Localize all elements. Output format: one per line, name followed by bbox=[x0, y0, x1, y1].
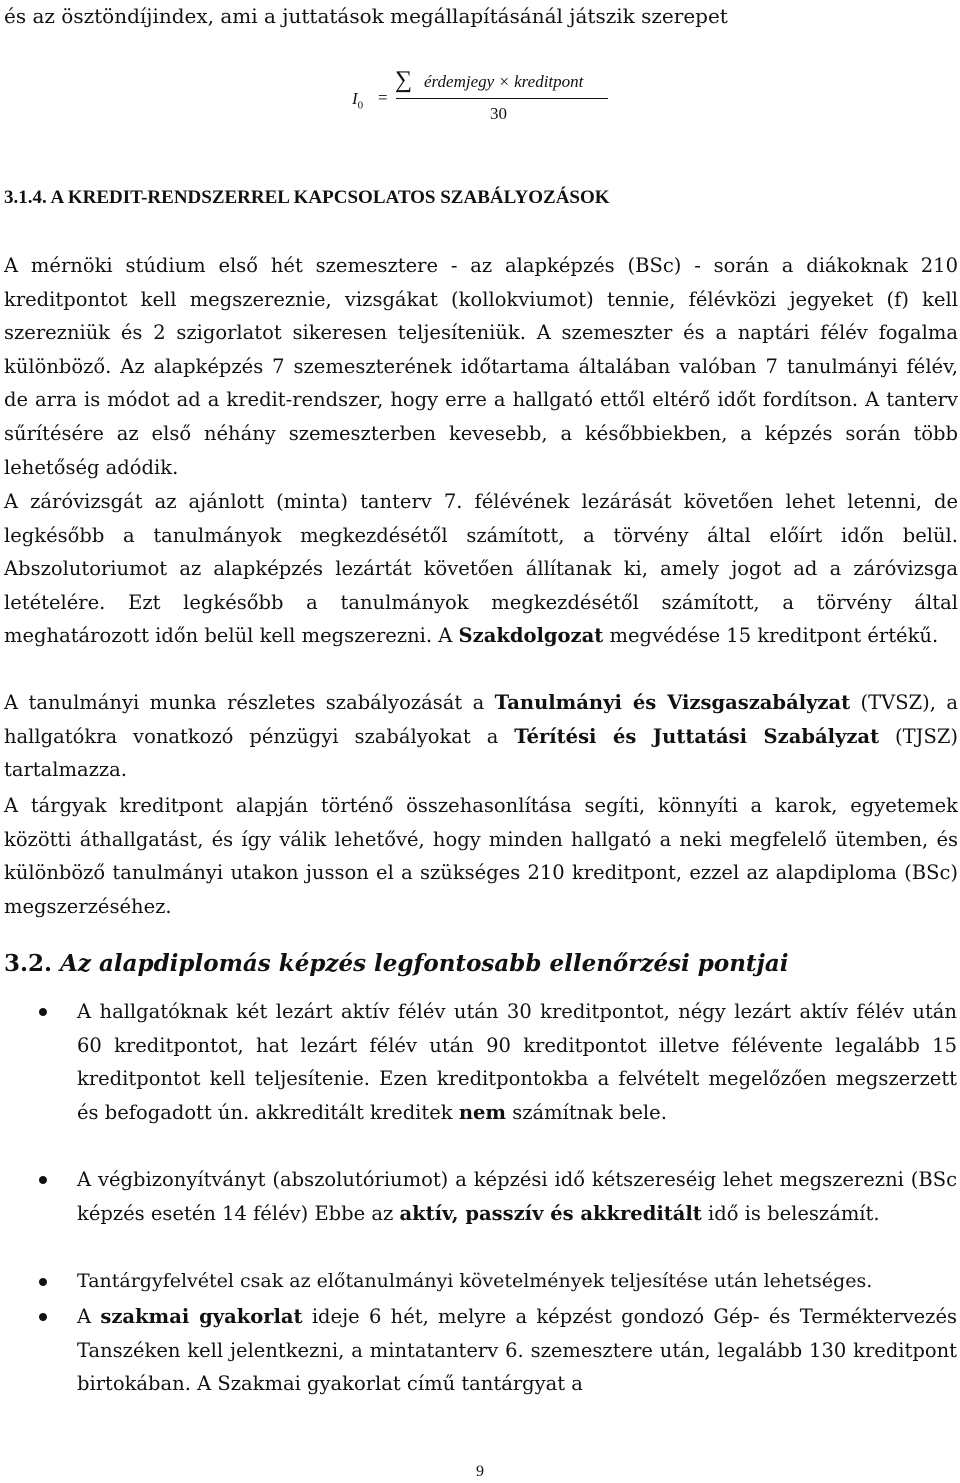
bullet-final-certificate: A végbizonyítványt (abszolutóriumot) a képzési idő kétszereséig lehet megszerezni (BSc képzés esetén 14 félév) Ebbe az aktív, passzív és akkreditált idő is beleszámít. bbox=[77, 1168, 957, 1225]
formula-lhs: $I_0$ bbox=[352, 89, 364, 112]
bullet-credit-requirements: A hallgatóknak két lezárt aktív félév után 30 kreditpontot, négy lezárt aktív félév után 60 kreditpontot, hat lezárt félév után 90 kreditpontot illetve félévente legalább 15 kreditpontot kell teljesítenie. Ezen kreditpontokba a felvételt megelőzően megszerzett és befogadott ún. akkreditált kreditek nem számítnak bele. bbox=[77, 1000, 957, 1124]
formula-denominator: 30 bbox=[490, 104, 507, 123]
paragraph-credit-system: A mérnöki stúdium első hét szemesztere - az alapképzés (BSc) - során a diákoknak 210 kreditpontot kell megszereznie, vizsgákat (kollokviumot) tennie, félévközi jegyeket (f) kell szerezniük és 2 szigorlatot sikeresen teljesíteniük. A szemeszter és a naptári félév fogalma különböző. Az alapképzés 7 szemeszterének időtartama általában valóban 7 tanulmányi félév, de arra is módot ad a kredit-rendszer, hogy erre a hallgató ettől eltérő időt fordítson. A tanterv sűrítésére az első néhány szemeszterben kevesebb, a későbbiekben, a képzés során több lehetőség adódik. bbox=[4, 254, 958, 479]
stipend-index-formula bbox=[352, 67, 622, 130]
semester-types-term: aktív, passzív és akkreditált bbox=[399, 1201, 702, 1225]
paragraph-regulations: A tanulmányi munka részletes szabályozását a Tanulmányi és Vizsgaszabályzat (TVSZ), a hallgatókra vonatkozó pénzügyi szabályokat a Térítési és Juttatási Szabályzat (TJSZ) tartalmazza. bbox=[4, 691, 959, 782]
formula-equals: = bbox=[378, 88, 388, 107]
fraction-bar bbox=[396, 98, 608, 99]
not-term: nem bbox=[458, 1100, 507, 1124]
bullet-course-registration: Tantárgyfelvétel csak az előtanulmányi követelmények teljesítése után lehetséges. bbox=[77, 1270, 873, 1292]
section-heading-3-2: 3.2. Az alapdiplomás képzés legfontosabb ellenőrzési pontjai bbox=[4, 950, 789, 977]
intro-line: és az ösztöndíjindex, ami a juttatások megállapításánál játszik szerepet bbox=[4, 4, 728, 28]
section-heading-3-1-4: 3.1.4. A KREDIT-RENDSZERREL KAPCSOLATOS SZABÁLYOZÁSOK bbox=[4, 187, 610, 208]
bullet-internship: A szakmai gyakorlat ideje 6 hét, melyre a képzést gondozó Gép- és Terméktervezés Tanszéken kell jelentkezni, a mintatanterv 6. szemesztere után, legalább 130 kreditpont birtokában. A Szakmai gyakorlat című tantárgyat a bbox=[77, 1305, 957, 1396]
bullet-icon bbox=[39, 1278, 47, 1286]
bullet-icon bbox=[39, 1176, 47, 1184]
thesis-term: Szakdolgozat bbox=[458, 624, 604, 648]
paragraph-final-exam: A záróvizsgát az ajánlott (minta) tanterv 7. félévének lezárását követően lehet letenni, de legkésőbb a tanulmányok megkezdésétől számított, a törvény által előírt időn belül. Abszolutoriumot az alapképzés lezártát követően állítanak ki, amely jogot ad a záróvizsga letételére. Ezt legkésőbb a tanulmányok megkezdésétől számított, a törvény által meghatározott időn belül kell megszerezni. A Szakdolgozat megvédése 15 kreditpont értékű. bbox=[4, 490, 958, 648]
paragraph-comparison: A tárgyak kreditpont alapján történő összehasonlítása segíti, könnyíti a karok, egyetemek közötti áthallgatást, és így válik lehetővé, hogy minden hallgató a neki megfelelő ütemben, és különböző tanulmányi utakon jusson el a szükséges 210 kreditpont, ezzel az alapdiploma (BSc) megszerzéséhez. bbox=[4, 794, 958, 918]
internship-term: szakmai gyakorlat bbox=[100, 1305, 303, 1328]
sum-symbol-icon: ∑ bbox=[395, 67, 413, 93]
page-number: 9 bbox=[476, 1463, 484, 1480]
tvsz-term: Tanulmányi és Vizsgaszabályzat bbox=[494, 691, 851, 714]
formula-numerator: érdemjegy × kreditpont bbox=[424, 72, 584, 91]
tjsz-term: Térítési és Juttatási Szabályzat bbox=[514, 724, 880, 748]
bullet-icon bbox=[39, 1313, 47, 1321]
bullet-icon bbox=[39, 1008, 47, 1016]
